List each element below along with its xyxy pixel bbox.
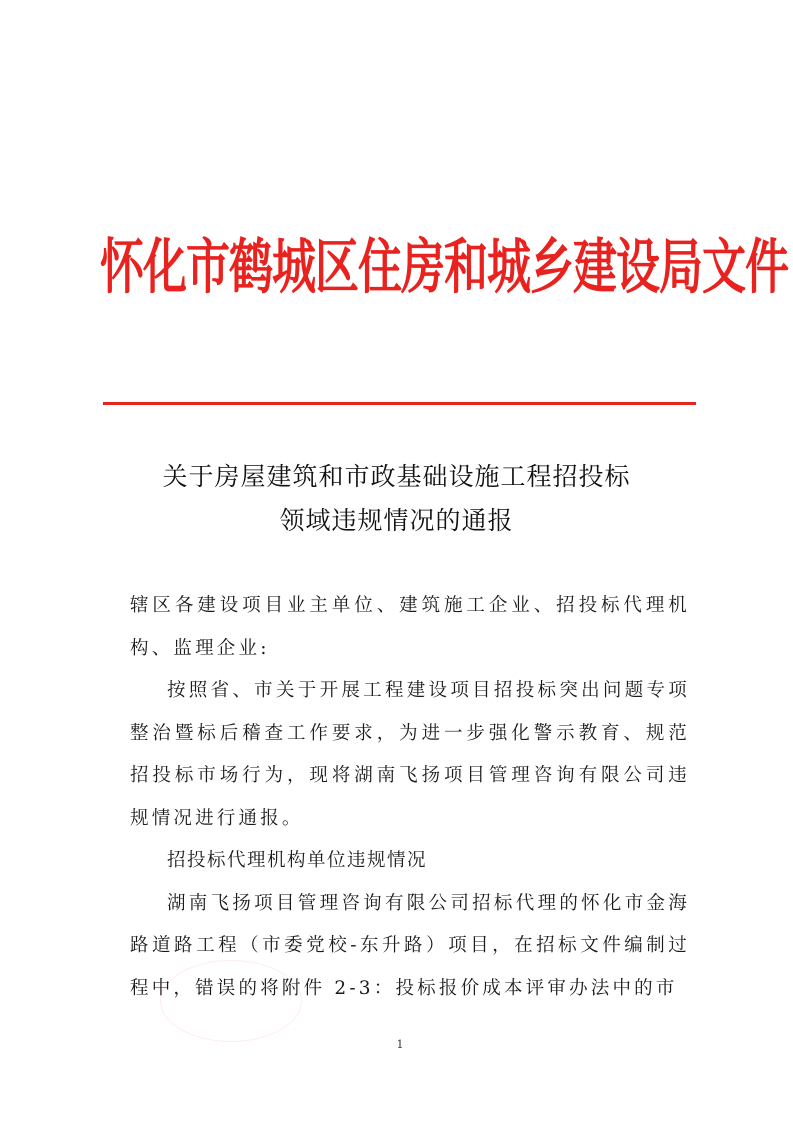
faint-seal-mark xyxy=(160,960,302,1042)
recipients-paragraph: 辖区各建设项目业主单位、建筑施工企业、招投标代理机构、监理企业: xyxy=(130,595,690,659)
body-paragraph-2: 湖南飞扬项目管理咨询有限公司招标代理的怀化市金海路道路工程（市委党校-东升路）项目，在招标文件编制过程中，错误的将附件 2-3：投标报价成本评审办法中的市 xyxy=(130,892,690,999)
body-paragraph-1: 按照省、市关于开展工程建设项目招投标突出问题专项整治暨标后稽查工作要求，为进一步强化警示教育、规范招投标市场行为，现将湖南飞扬项目管理咨询有限公司违规情况进行通报。 xyxy=(130,680,690,829)
section-heading: 招投标代理机构单位违规情况 xyxy=(167,850,428,871)
document-title xyxy=(100,455,693,543)
document-body xyxy=(130,585,690,1010)
document-title-line-2: 领域违规情况的通报 xyxy=(279,506,514,535)
document-header-title: 怀化市鹤城区住房和城乡建设局文件 xyxy=(100,233,788,303)
red-divider-line xyxy=(103,402,696,405)
document-title-line-1: 关于房屋建筑和市政基础设施工程招投标 xyxy=(162,462,631,491)
page-number: 1 xyxy=(396,1038,404,1051)
